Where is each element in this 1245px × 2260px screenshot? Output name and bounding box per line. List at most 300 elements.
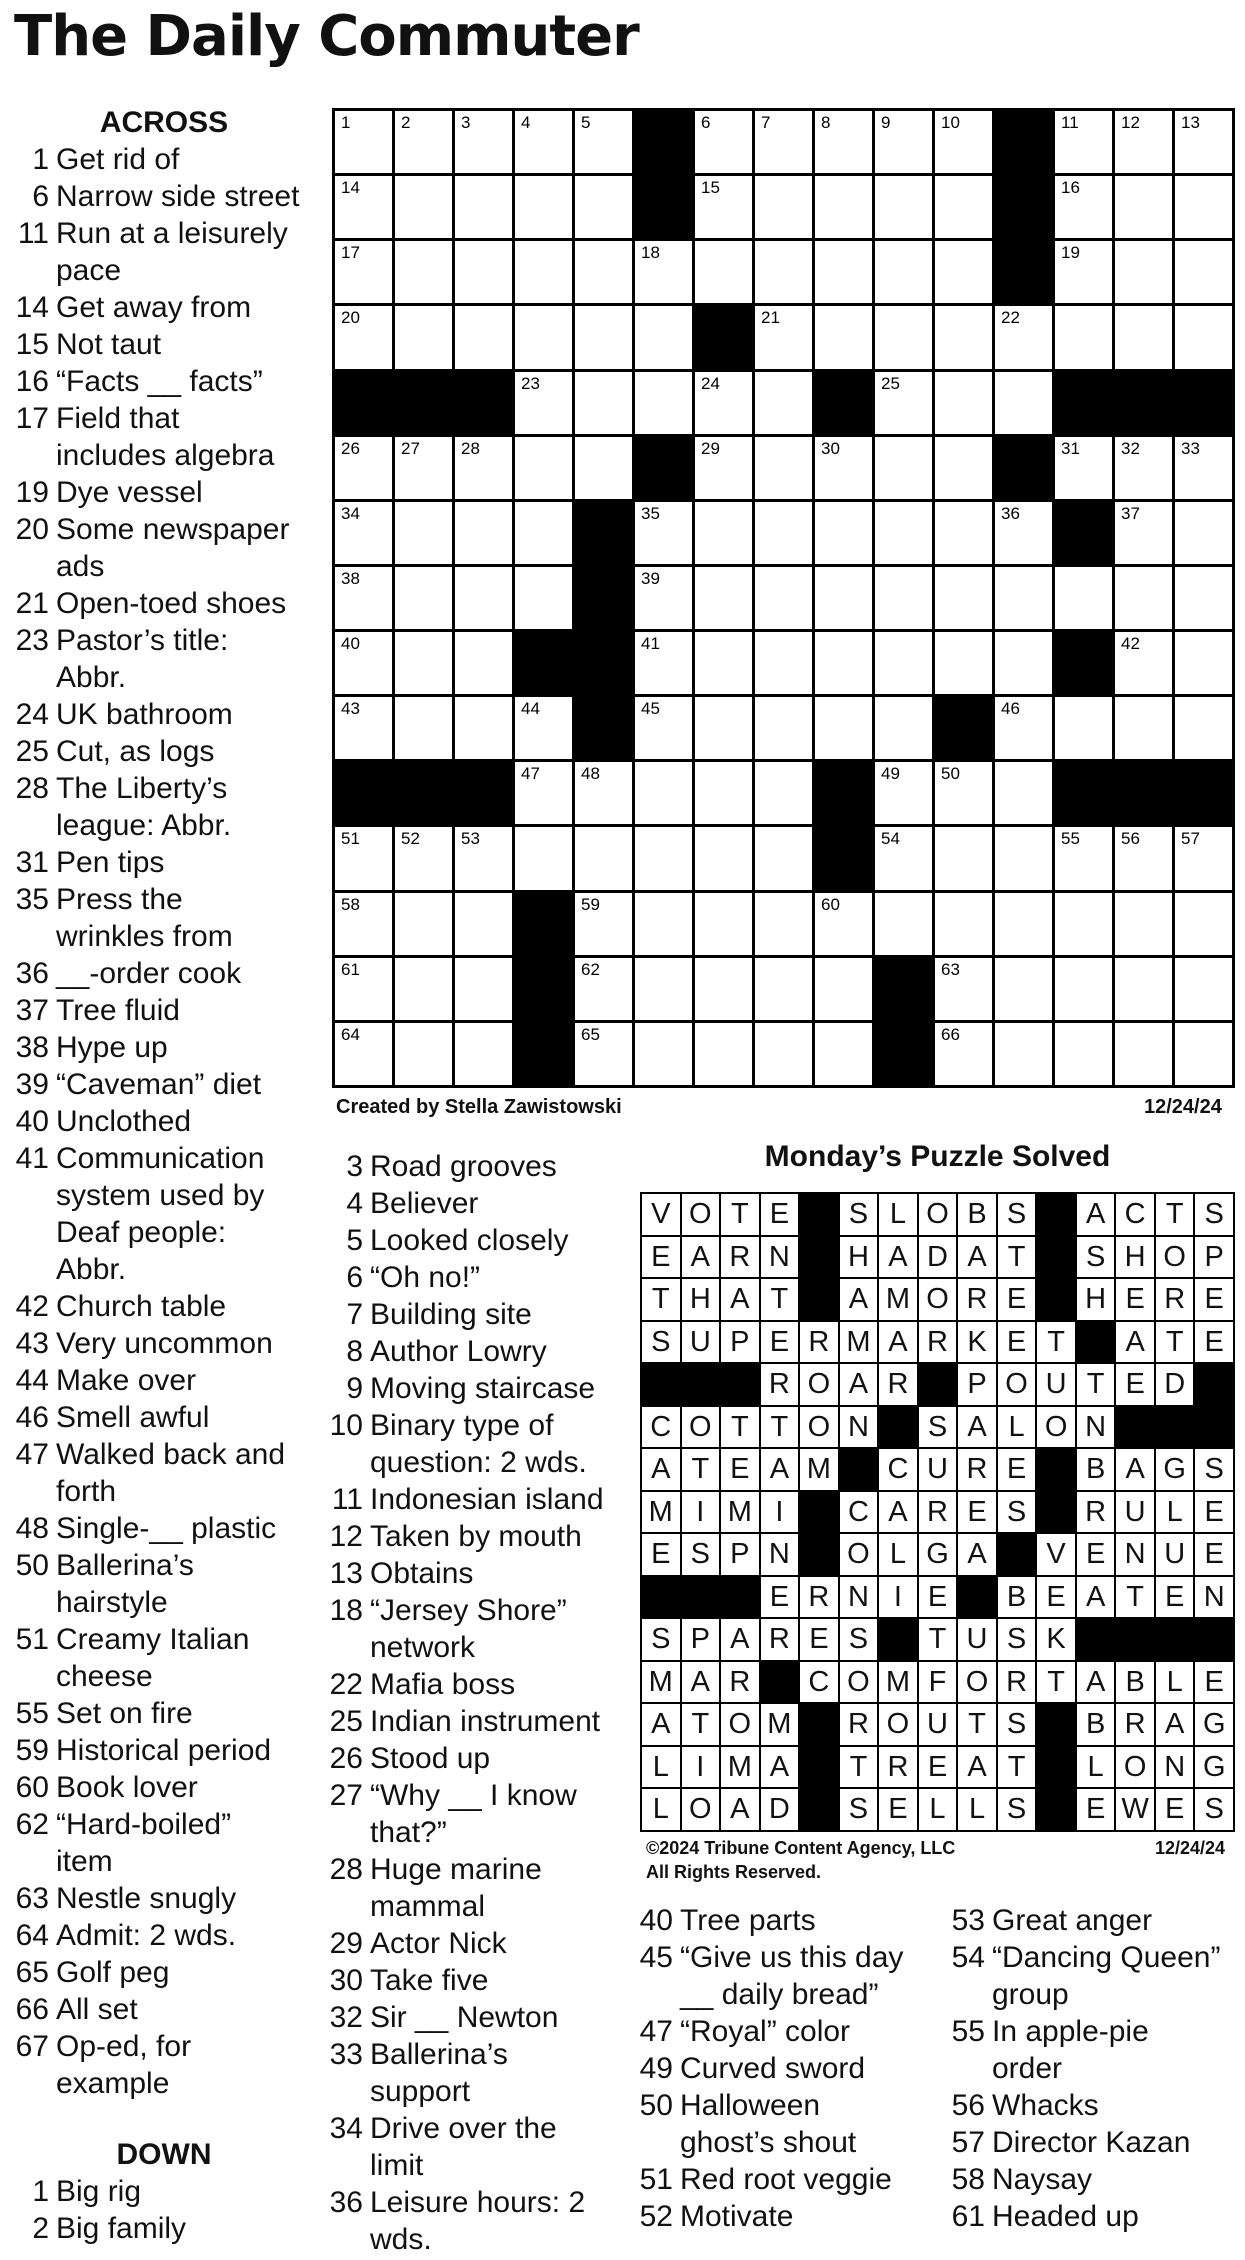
grid-block	[815, 372, 872, 434]
grid-number: 41	[641, 634, 660, 654]
grid-cell[interactable]	[935, 372, 992, 434]
grid-cell[interactable]	[335, 827, 392, 889]
solution-letter: O	[879, 1704, 917, 1745]
clue-item	[328, 2110, 628, 2147]
grid-cell[interactable]	[635, 958, 692, 1020]
grid-cell[interactable]	[1175, 697, 1232, 759]
grid-cell[interactable]	[575, 372, 632, 434]
grid-cell[interactable]	[395, 697, 452, 759]
grid-cell[interactable]	[995, 567, 1052, 629]
grid-cell[interactable]	[1115, 241, 1172, 303]
grid-cell[interactable]	[515, 567, 572, 629]
grid-cell[interactable]	[995, 306, 1052, 368]
grid-cell[interactable]	[935, 437, 992, 499]
grid-cell[interactable]	[635, 632, 692, 694]
grid-cell[interactable]	[1115, 1023, 1172, 1085]
grid-cell[interactable]	[875, 632, 932, 694]
grid-cell[interactable]	[455, 893, 512, 955]
grid-cell[interactable]	[935, 176, 992, 238]
grid-cell[interactable]	[515, 176, 572, 238]
clue-item	[14, 1103, 314, 1140]
grid-cell[interactable]	[515, 827, 572, 889]
grid-cell[interactable]	[755, 1023, 812, 1085]
grid-cell[interactable]	[875, 697, 932, 759]
solution-letter: D	[919, 1237, 957, 1278]
grid-cell[interactable]	[875, 502, 932, 564]
grid-cell[interactable]	[455, 306, 512, 368]
grid-cell[interactable]	[455, 632, 512, 694]
solution-letter: F	[919, 1662, 957, 1703]
grid-cell[interactable]	[1115, 306, 1172, 368]
grid-block	[635, 176, 692, 238]
solution-letter: S	[1077, 1237, 1115, 1278]
grid-cell[interactable]	[1115, 697, 1172, 759]
clue-item	[14, 770, 314, 807]
grid-cell[interactable]	[635, 502, 692, 564]
grid-cell[interactable]	[455, 111, 512, 173]
grid-cell[interactable]	[995, 827, 1052, 889]
grid-number: 55	[1061, 829, 1080, 849]
grid-cell[interactable]	[935, 306, 992, 368]
clue-number: 40	[15, 1105, 49, 1138]
grid-cell[interactable]	[395, 502, 452, 564]
grid-cell[interactable]	[635, 762, 692, 824]
grid-cell[interactable]	[575, 827, 632, 889]
clue-number: 4	[346, 1187, 363, 1220]
clue-text: group	[992, 1978, 1069, 2011]
clue-text: Halloween	[680, 2089, 821, 2122]
across-clues	[14, 141, 314, 2102]
grid-block	[695, 306, 752, 368]
grid-cell[interactable]	[515, 437, 572, 499]
grid-cell[interactable]	[695, 111, 752, 173]
clue-text: Golf peg	[56, 1956, 170, 1989]
grid-cell[interactable]	[875, 241, 932, 303]
grid-cell[interactable]	[515, 306, 572, 368]
grid-cell[interactable]	[515, 697, 572, 759]
solution-block	[1037, 1789, 1075, 1830]
grid-number: 21	[761, 308, 780, 328]
solution-block	[1116, 1619, 1154, 1660]
grid-cell[interactable]	[1055, 437, 1112, 499]
grid-cell[interactable]	[395, 111, 452, 173]
clue-text: Tree parts	[680, 1904, 816, 1937]
grid-cell[interactable]	[395, 1023, 452, 1085]
solution-letter: I	[682, 1747, 720, 1788]
grid-cell[interactable]	[935, 958, 992, 1020]
grid-cell[interactable]	[395, 567, 452, 629]
grid-cell[interactable]	[755, 241, 812, 303]
grid-cell[interactable]	[635, 306, 692, 368]
grid-cell[interactable]	[995, 632, 1052, 694]
grid-cell[interactable]	[755, 502, 812, 564]
solution-letter: P	[958, 1364, 996, 1405]
grid-cell[interactable]	[815, 958, 872, 1020]
grid-cell[interactable]	[695, 437, 752, 499]
grid-number: 13	[1181, 113, 1200, 132]
grid-cell[interactable]	[1115, 176, 1172, 238]
grid-cell[interactable]	[335, 1023, 392, 1085]
clue-number: 50	[639, 2089, 673, 2122]
grid-cell[interactable]	[695, 827, 752, 889]
grid-cell[interactable]	[455, 502, 512, 564]
grid-cell[interactable]	[455, 1023, 512, 1085]
grid-cell[interactable]	[695, 241, 752, 303]
grid-cell[interactable]	[575, 241, 632, 303]
grid-cell[interactable]	[1175, 1023, 1232, 1085]
grid-cell[interactable]	[695, 958, 752, 1020]
grid-cell[interactable]	[1175, 632, 1232, 694]
crossword-grid[interactable]	[332, 108, 1235, 1088]
clue-item	[328, 1629, 628, 1666]
grid-cell[interactable]	[815, 697, 872, 759]
grid-cell[interactable]	[575, 111, 632, 173]
grid-cell[interactable]	[635, 827, 692, 889]
solution-letter: L	[879, 1194, 917, 1235]
grid-cell[interactable]	[1055, 567, 1112, 629]
grid-cell[interactable]	[1115, 567, 1172, 629]
solution-block	[800, 1704, 838, 1745]
grid-cell[interactable]	[1055, 241, 1112, 303]
clue-text: Leisure hours: 2	[370, 2186, 586, 2219]
clue-text: Press the	[56, 883, 183, 916]
grid-cell[interactable]	[1175, 827, 1232, 889]
grid-cell[interactable]	[755, 762, 812, 824]
grid-cell[interactable]	[995, 372, 1052, 434]
grid-cell[interactable]	[575, 958, 632, 1020]
grid-cell[interactable]	[755, 372, 812, 434]
grid-cell[interactable]	[395, 241, 452, 303]
solution-letter: E	[998, 1279, 1036, 1320]
grid-cell[interactable]	[1055, 958, 1112, 1020]
grid-cell[interactable]	[755, 697, 812, 759]
grid-cell[interactable]	[395, 437, 452, 499]
solution-letter: S	[919, 1407, 957, 1448]
grid-cell[interactable]	[1175, 567, 1232, 629]
grid-cell[interactable]	[1175, 176, 1232, 238]
down-clues-column-2	[328, 1148, 628, 2258]
clue-item	[638, 2013, 938, 2050]
solution-letter: R	[761, 1364, 799, 1405]
grid-cell[interactable]	[815, 306, 872, 368]
grid-cell[interactable]	[815, 1023, 872, 1085]
grid-cell[interactable]	[1115, 502, 1172, 564]
grid-cell[interactable]	[395, 893, 452, 955]
solution-letter: P	[721, 1322, 759, 1363]
grid-cell[interactable]	[635, 697, 692, 759]
grid-cell[interactable]	[395, 827, 452, 889]
grid-cell[interactable]	[1055, 306, 1112, 368]
grid-cell[interactable]	[455, 437, 512, 499]
grid-cell[interactable]	[815, 111, 872, 173]
clue-number: 36	[15, 957, 49, 990]
solution-letter: E	[919, 1747, 957, 1788]
grid-cell[interactable]	[995, 893, 1052, 955]
solution-letter: G	[1195, 1747, 1233, 1788]
grid-cell[interactable]	[1175, 241, 1232, 303]
clue-text: Obtains	[370, 1557, 474, 1590]
clue-item	[328, 2073, 628, 2110]
grid-cell[interactable]	[875, 437, 932, 499]
clue-text: __-order cook	[56, 957, 242, 990]
solution-letter: M	[642, 1662, 680, 1703]
grid-cell[interactable]	[1175, 306, 1232, 368]
grid-cell[interactable]	[335, 958, 392, 1020]
grid-cell[interactable]	[695, 176, 752, 238]
grid-cell[interactable]	[455, 827, 512, 889]
solution-letter: I	[682, 1492, 720, 1533]
grid-cell[interactable]	[335, 697, 392, 759]
grid-cell[interactable]	[695, 632, 752, 694]
grid-cell[interactable]	[455, 176, 512, 238]
grid-cell[interactable]	[1115, 893, 1172, 955]
grid-cell[interactable]	[815, 437, 872, 499]
grid-number: 22	[1001, 308, 1020, 328]
solution-block	[1116, 1407, 1154, 1448]
clue-text: Hype up	[56, 1031, 168, 1064]
grid-cell[interactable]	[1055, 893, 1112, 955]
grid-cell[interactable]	[1175, 893, 1232, 955]
grid-cell[interactable]	[875, 893, 932, 955]
grid-cell[interactable]	[815, 893, 872, 955]
grid-cell[interactable]	[815, 502, 872, 564]
clue-number: 29	[329, 1927, 363, 1960]
solution-letter: E	[1156, 1789, 1194, 1830]
solution-letter: A	[1077, 1662, 1115, 1703]
solution-letter: R	[840, 1704, 878, 1745]
grid-cell[interactable]	[1115, 437, 1172, 499]
grid-cell[interactable]	[755, 567, 812, 629]
grid-cell[interactable]	[755, 632, 812, 694]
grid-cell[interactable]	[575, 306, 632, 368]
clue-item	[14, 2028, 314, 2065]
grid-cell[interactable]	[335, 111, 392, 173]
grid-cell[interactable]	[935, 762, 992, 824]
grid-cell[interactable]	[335, 632, 392, 694]
solution-block	[1037, 1279, 1075, 1320]
grid-number: 20	[341, 308, 360, 328]
grid-cell[interactable]	[755, 958, 812, 1020]
grid-cell[interactable]	[755, 827, 812, 889]
grid-cell[interactable]	[935, 827, 992, 889]
grid-cell[interactable]	[695, 697, 752, 759]
grid-cell[interactable]	[1055, 111, 1112, 173]
clue-item	[638, 1976, 938, 2013]
grid-cell[interactable]	[755, 893, 812, 955]
clue-number: 1	[32, 2175, 49, 2208]
grid-cell[interactable]	[995, 697, 1052, 759]
clue-number: 10	[329, 1409, 363, 1442]
solution-letter: L	[958, 1789, 996, 1830]
grid-cell[interactable]	[1055, 697, 1112, 759]
solution-letter: R	[958, 1279, 996, 1320]
grid-cell[interactable]	[635, 893, 692, 955]
clue-item	[950, 2198, 1240, 2235]
grid-cell[interactable]	[335, 893, 392, 955]
grid-cell[interactable]	[935, 502, 992, 564]
grid-cell[interactable]	[515, 111, 572, 173]
grid-cell[interactable]	[515, 762, 572, 824]
grid-cell[interactable]	[575, 762, 632, 824]
solution-letter: R	[721, 1662, 759, 1703]
solution-letter: E	[998, 1449, 1036, 1490]
grid-cell[interactable]	[1175, 437, 1232, 499]
grid-number: 61	[341, 959, 360, 979]
grid-cell[interactable]	[875, 827, 932, 889]
clue-number: 34	[329, 2112, 363, 2145]
grid-cell[interactable]	[1115, 827, 1172, 889]
grid-number: 36	[1001, 503, 1020, 523]
grid-cell[interactable]	[335, 306, 392, 368]
solution-letter: T	[642, 1279, 680, 1320]
grid-cell[interactable]	[935, 632, 992, 694]
clue-number: 11	[17, 217, 49, 250]
grid-cell[interactable]	[815, 567, 872, 629]
grid-number: 5	[581, 113, 591, 132]
grid-cell[interactable]	[755, 437, 812, 499]
clue-number: 28	[15, 772, 49, 805]
grid-cell[interactable]	[455, 567, 512, 629]
grid-cell[interactable]	[1115, 632, 1172, 694]
solution-letter: A	[642, 1704, 680, 1745]
grid-cell[interactable]	[395, 958, 452, 1020]
clue-text: Binary type of	[370, 1409, 554, 1442]
solution-letter: A	[879, 1492, 917, 1533]
grid-cell[interactable]	[1055, 176, 1112, 238]
grid-cell[interactable]	[455, 958, 512, 1020]
grid-block	[1055, 632, 1112, 694]
grid-cell[interactable]	[395, 176, 452, 238]
grid-cell[interactable]	[935, 111, 992, 173]
grid-cell[interactable]	[935, 567, 992, 629]
grid-cell[interactable]	[395, 632, 452, 694]
clue-number: 57	[951, 2126, 985, 2159]
solution-letter: C	[840, 1492, 878, 1533]
solution-date: 12/24/24	[1155, 1838, 1226, 1858]
clue-text: Smell awful	[56, 1401, 210, 1434]
clue-item	[14, 1510, 314, 1547]
solution-letter: M	[800, 1449, 838, 1490]
grid-cell[interactable]	[335, 241, 392, 303]
grid-cell[interactable]	[575, 176, 632, 238]
grid-cell[interactable]	[815, 176, 872, 238]
grid-cell[interactable]	[755, 176, 812, 238]
solution-letter: E	[879, 1789, 917, 1830]
grid-cell[interactable]	[335, 502, 392, 564]
clue-text: mammal	[370, 1890, 486, 1923]
grid-cell[interactable]	[875, 372, 932, 434]
solution-letter: N	[840, 1577, 878, 1618]
grid-cell[interactable]	[335, 437, 392, 499]
solution-letter: V	[1037, 1534, 1075, 1575]
grid-cell[interactable]	[995, 502, 1052, 564]
grid-cell[interactable]	[935, 1023, 992, 1085]
grid-cell[interactable]	[935, 241, 992, 303]
solution-letter: R	[721, 1237, 759, 1278]
clue-text: Big rig	[56, 2175, 142, 2208]
solution-block	[840, 1449, 878, 1490]
grid-cell[interactable]	[875, 762, 932, 824]
grid-cell[interactable]	[1175, 958, 1232, 1020]
grid-cell[interactable]	[695, 762, 752, 824]
clue-item	[328, 2221, 628, 2258]
grid-cell[interactable]	[1055, 1023, 1112, 1085]
grid-cell[interactable]	[755, 306, 812, 368]
across-heading: ACROSS	[99, 106, 229, 139]
grid-cell[interactable]	[575, 893, 632, 955]
clue-text: Field that	[56, 402, 180, 435]
solution-letter: T	[1037, 1662, 1075, 1703]
clue-number: 2	[32, 2212, 49, 2245]
solution-letter: U	[1116, 1492, 1154, 1533]
solution-letter: A	[958, 1407, 996, 1448]
clue-number: 61	[951, 2200, 985, 2233]
clue-number: 13	[329, 1557, 363, 1590]
clue-item	[14, 585, 314, 622]
grid-cell[interactable]	[1175, 502, 1232, 564]
grid-cell[interactable]	[815, 632, 872, 694]
grid-cell[interactable]	[995, 762, 1052, 824]
grid-cell[interactable]	[515, 372, 572, 434]
grid-cell[interactable]	[875, 111, 932, 173]
clue-item	[328, 1481, 628, 1518]
grid-cell[interactable]	[875, 306, 932, 368]
grid-cell[interactable]	[755, 111, 812, 173]
solution-letter: E	[642, 1237, 680, 1278]
grid-cell[interactable]	[875, 567, 932, 629]
grid-cell[interactable]	[995, 958, 1052, 1020]
grid-cell[interactable]	[455, 697, 512, 759]
grid-cell[interactable]	[575, 1023, 632, 1085]
solution-letter: E	[998, 1322, 1036, 1363]
grid-number: 52	[401, 829, 420, 849]
clue-text: __ daily bread”	[680, 1978, 879, 2011]
grid-cell[interactable]	[635, 372, 692, 434]
grid-cell[interactable]	[515, 241, 572, 303]
grid-cell[interactable]	[335, 176, 392, 238]
grid-cell[interactable]	[695, 502, 752, 564]
grid-cell[interactable]	[1115, 958, 1172, 1020]
grid-cell[interactable]	[995, 1023, 1052, 1085]
grid-cell[interactable]	[695, 1023, 752, 1085]
clue-item	[638, 2050, 938, 2087]
grid-cell[interactable]	[1055, 827, 1112, 889]
grid-cell[interactable]	[635, 241, 692, 303]
grid-block	[1055, 762, 1112, 824]
grid-cell[interactable]	[335, 567, 392, 629]
grid-cell[interactable]	[1115, 111, 1172, 173]
grid-cell[interactable]	[575, 437, 632, 499]
solution-letter: S	[840, 1619, 878, 1660]
grid-cell[interactable]	[455, 241, 512, 303]
solution-letter: E	[1195, 1279, 1233, 1320]
grid-cell[interactable]	[635, 567, 692, 629]
grid-number: 8	[821, 113, 831, 132]
grid-cell[interactable]	[695, 567, 752, 629]
solution-letter: T	[919, 1619, 957, 1660]
grid-number: 6	[701, 113, 711, 132]
grid-cell[interactable]	[695, 893, 752, 955]
grid-cell[interactable]	[875, 176, 932, 238]
grid-cell[interactable]	[515, 502, 572, 564]
grid-cell[interactable]	[395, 306, 452, 368]
clue-number: 38	[15, 1031, 49, 1064]
grid-cell[interactable]	[815, 241, 872, 303]
grid-cell[interactable]	[935, 893, 992, 955]
grid-cell[interactable]	[635, 1023, 692, 1085]
grid-cell[interactable]	[1175, 111, 1232, 173]
grid-cell[interactable]	[695, 372, 752, 434]
